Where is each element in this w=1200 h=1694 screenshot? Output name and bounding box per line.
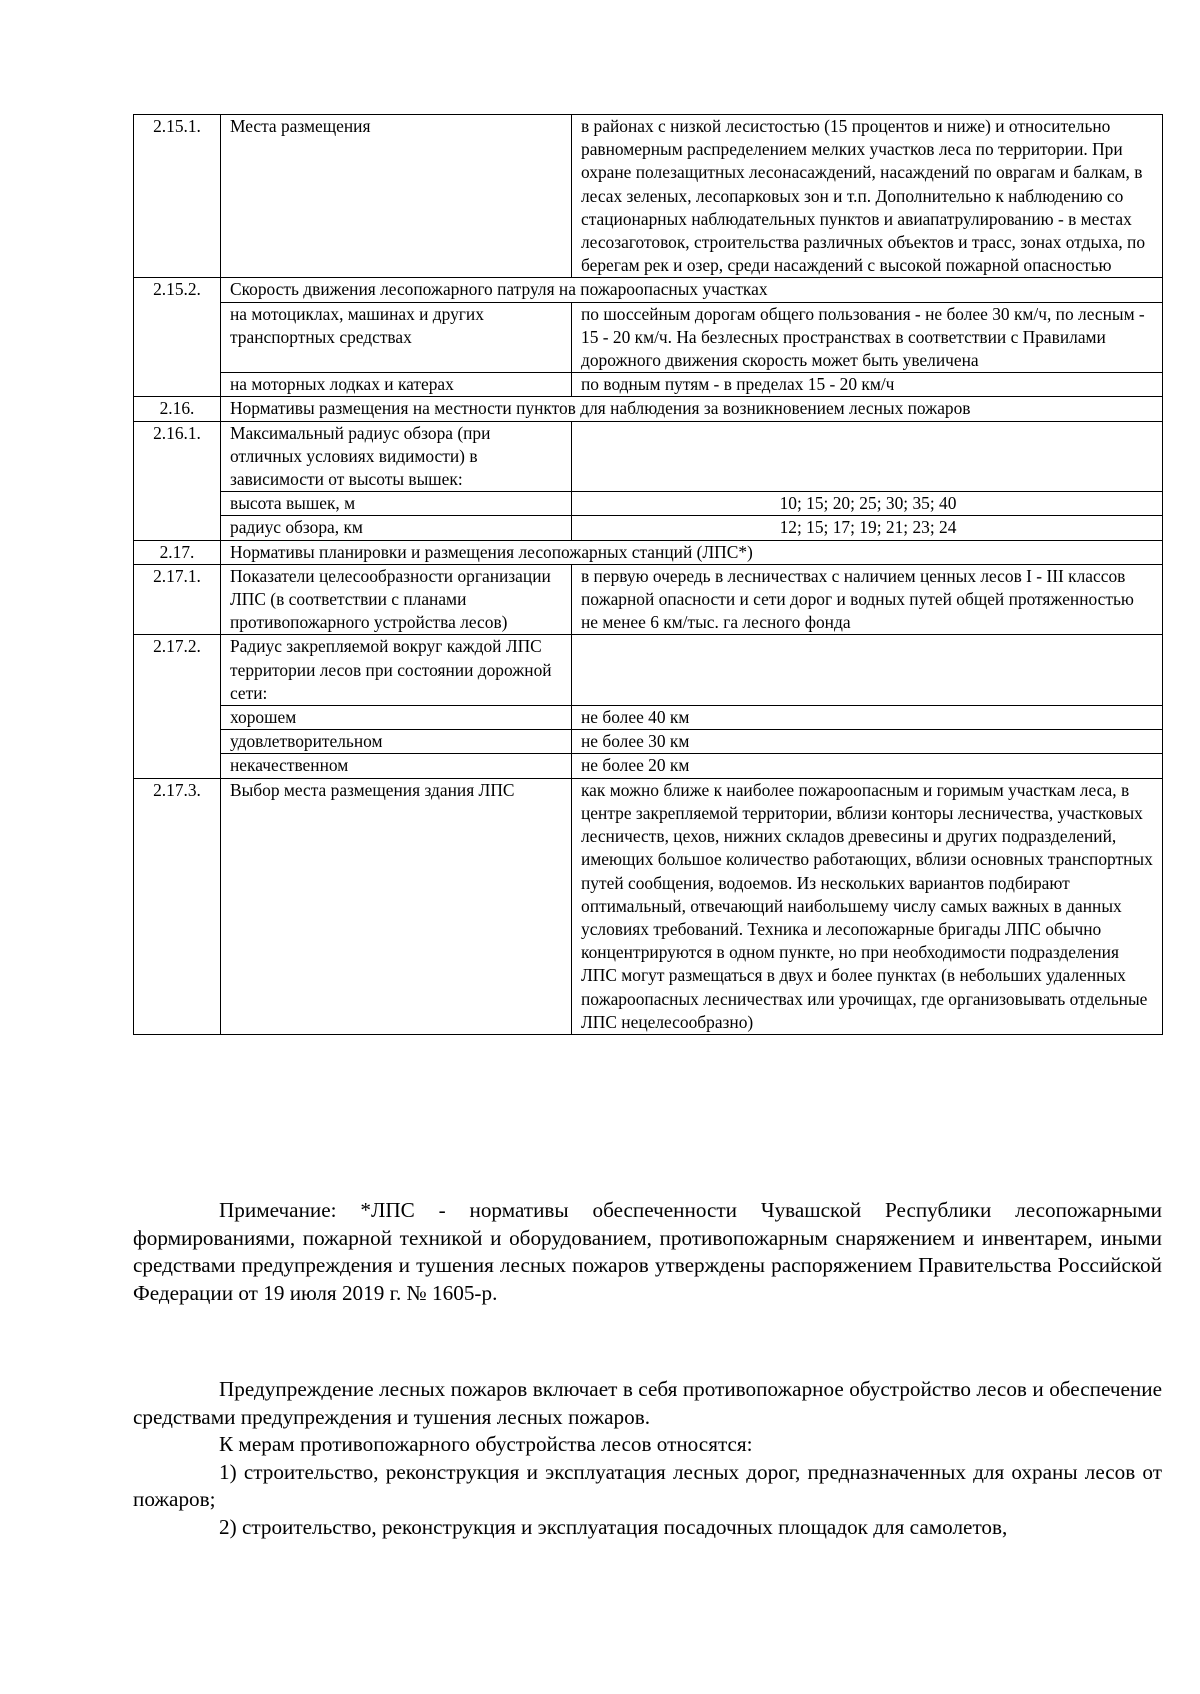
row-value: по водным путям - в пределах 15 - 20 км/ч: [572, 373, 1163, 397]
row-name: Места размещения: [221, 115, 572, 278]
table-row: [134, 302, 1163, 373]
note-paragraph: Примечание: *ЛПС - нормативы обеспеченности Чувашской Республики лесопожарными формированиями, пожарной техникой и оборудованием, противопожарным снаряжением и инвентарем, иными средствами предупреждения и тушения лесных пожаров утверждены распоряжением Правительства Российской Федерации от 19 июля 2019 г. № 1605-р.: [133, 1198, 1162, 1305]
row-value: как можно ближе к наиболее пожароопасным и горимым участкам леса, в центре закрепляемой территории, вблизи конторы лесничества, участковых лесничеств, цехов, нижних складов древесины и других подразделений, имеющих большое количество работающих, вблизи основных транспортных путей сообщения, водоемов. Из нескольких вариантов подбирают оптимальный, отвечающий наибольшему числу самых важных в данных условиях требований. Техника и лесопожарные бригады ЛПС обычно концентрируются в одном пункте, но при необходимости подразделения ЛПС могут размещаться в двух и более пунктах (в небольших удаленных пожароопасных лесничествах или урочищах, где организовывать отдельные ЛПС нецелесообразно): [572, 778, 1163, 1034]
row-name: Максимальный радиус обзора (при отличных условиях видимости) в зависимости от высоты вышек:: [221, 421, 572, 492]
table-row: [134, 706, 1163, 730]
body-paragraph: К мерам противопожарного обустройства лесов относятся:: [219, 1432, 753, 1456]
row-number: 2.17.2.: [134, 635, 221, 778]
table-row: [134, 516, 1163, 540]
row-name: Выбор места размещения здания ЛПС: [221, 778, 572, 1034]
row-number: 2.16.1.: [134, 421, 221, 540]
table-row: [134, 421, 1163, 492]
table-row: [134, 564, 1163, 635]
table-row: [134, 492, 1163, 516]
table-row: [134, 278, 1163, 302]
row-value: 10; 15; 20; 25; 30; 35; 40: [572, 492, 1163, 516]
row-value: в районах с низкой лесистостью (15 процентов и ниже) и относительно равномерным распределением мелких участков леса по территории. При охране полезащитных лесонасаждений, насаждений по оврагам и балкам, в лесах зеленых, лесопарковых зон и т.п. Дополнительно к наблюдению со стационарных наблюдательных пунктов и авиапатрулированию - в местах лесозаготовок, строительства различных объектов и трасс, зонах отдыха, по берегам рек и озер, среди насаждений с высокой пожарной опасностью: [572, 115, 1163, 278]
table-row: [134, 115, 1163, 278]
row-name: на моторных лодках и катерах: [221, 373, 572, 397]
table-row: [134, 635, 1163, 706]
row-name: удовлетворительном: [221, 730, 572, 754]
row-number: 2.15.2.: [134, 278, 221, 397]
row-number: 2.15.1.: [134, 115, 221, 278]
row-value: в первую очередь в лесничествах с наличием ценных лесов I - III классов пожарной опасности и сети дорог и водных путей общей протяженностью не менее 6 км/тыс. га лесного фонда: [572, 564, 1163, 635]
row-value: по шоссейным дорогам общего пользования - не более 30 км/ч, по лесным - 15 - 20 км/ч. На безлесных пространствах в соответствии с Правилами дорожного движения скорость может быть увеличена: [572, 302, 1163, 373]
section-header: Скорость движения лесопожарного патруля на пожароопасных участках: [221, 278, 1163, 302]
row-number: 2.17.1.: [134, 564, 221, 635]
norms-table: [133, 114, 1163, 1035]
row-number: 2.17.3.: [134, 778, 221, 1034]
table-row: [134, 540, 1163, 564]
table-row: [134, 730, 1163, 754]
body-text: [133, 1376, 1162, 1541]
row-value: не более 20 км: [572, 754, 1163, 778]
row-name: радиус обзора, км: [221, 516, 572, 540]
row-number: 2.16.: [134, 397, 221, 421]
table-row: [134, 778, 1163, 1034]
row-number: 2.17.: [134, 540, 221, 564]
table-note: [133, 1197, 1162, 1307]
row-name: хорошем: [221, 706, 572, 730]
table-row: [134, 397, 1163, 421]
row-name: на мотоциклах, машинах и других транспортных средствах: [221, 302, 572, 373]
section-header: Нормативы размещения на местности пунктов для наблюдения за возникновением лесных пожаров: [221, 397, 1163, 421]
body-paragraph: 2) строительство, реконструкция и эксплуатация посадочных площадок для самолетов,: [219, 1514, 1008, 1539]
row-value: 12; 15; 17; 19; 21; 23; 24: [572, 516, 1163, 540]
section-header: Нормативы планировки и размещения лесопожарных станций (ЛПС*): [221, 540, 1163, 564]
row-value: [572, 635, 1163, 706]
table-row: [134, 754, 1163, 778]
row-name: некачественном: [221, 754, 572, 778]
row-name: Радиус закрепляемой вокруг каждой ЛПС территории лесов при состоянии дорожной сети:: [221, 635, 572, 706]
row-name: высота вышек, м: [221, 492, 572, 516]
table-row: [134, 373, 1163, 397]
body-paragraph: Предупреждение лесных пожаров включает в себя противопожарное обустройство лесов и обеспечение средствами предупреждения и тушения лесных пожаров.: [133, 1377, 1162, 1429]
row-value: не более 40 км: [572, 706, 1163, 730]
row-name: Показатели целесообразности организации ЛПС (в соответствии с планами противопожарного устройства лесов): [221, 564, 572, 635]
row-value: не более 30 км: [572, 730, 1163, 754]
body-paragraph: 1) строительство, реконструкция и эксплуатация лесных дорог, предназначенных для охраны лесов от пожаров;: [133, 1459, 1162, 1511]
row-value: [572, 421, 1163, 492]
